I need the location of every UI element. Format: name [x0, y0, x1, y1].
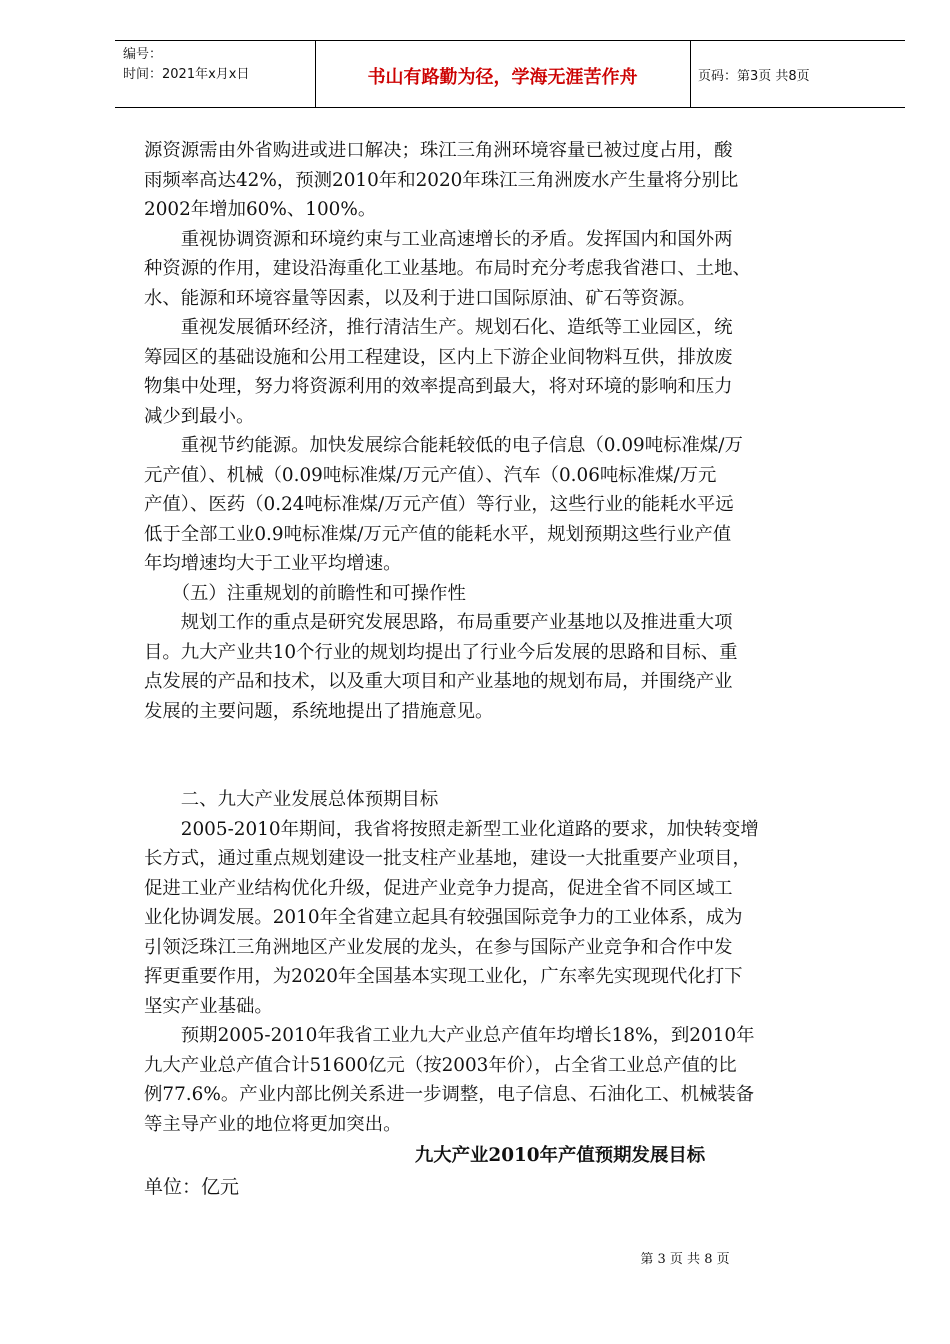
page-footer: 第 3 页 共 8 页: [640, 1252, 730, 1267]
table-unit: 单位：亿元: [144, 1176, 240, 1198]
section-heading: 二、九大产业发展总体预期目标: [144, 789, 439, 810]
body-line: 重视协调资源和环境约束与工业高速增长的矛盾。发挥国内和国外两: [144, 228, 733, 250]
header-page-cell: [690, 41, 905, 107]
body-line: 坚实产业基础。: [144, 995, 273, 1017]
body-line: 雨频率高达42%，预测2010年和2020年珠江三角洲废水产生量将分别比: [144, 169, 739, 191]
header-motto: 书山有路勤为径，学海无涯苦作舟: [367, 67, 638, 88]
body-line: 目。九大产业共10个行业的规划均提出了行业今后发展的思路和目标、重: [144, 641, 738, 663]
body-line: 引领泛珠江三角洲地区产业发展的龙头，在参与国际产业竞争和合作中发: [144, 936, 733, 958]
body-line: 源资源需由外省购进或进口解决；珠江三角洲环境容量已被过度占用，酸: [144, 140, 733, 161]
body-line: 水、能源和环境容量等因素，以及利于进口国际原油、矿石等资源。: [144, 287, 696, 309]
body-line: 重视发展循环经济，推行清洁生产。规划石化、造纸等工业园区，统: [144, 317, 733, 338]
serial-label: 编号：: [123, 47, 163, 62]
body-line: 重视节约能源。加快发展综合能耗较低的电子信息（0.09吨标准煤/万: [144, 435, 743, 456]
body-line: 预期2005-2010年我省工业九大产业总产值年均增长18%，到2010年: [144, 1025, 755, 1046]
body-line: 长方式，通过重点规划建设一批支柱产业基地，建设一大批重要产业项目，: [144, 848, 751, 869]
body-line: 九大产业总产值合计51600亿元（按2003年价），占全省工业总产值的比: [144, 1054, 737, 1076]
header-motto-cell: [315, 41, 691, 107]
body-line: 业化协调发展。2010年全省建立起具有较强国际竞争力的工业体系，成为: [144, 907, 743, 928]
body-line: 产值）、医药（0.24吨标准煤/万元产值）等行业，这些行业的能耗水平远: [144, 494, 734, 515]
header-meta: [115, 41, 316, 107]
time-label: 时间：2021年x月x日: [123, 67, 250, 82]
body-line: 规划工作的重点是研究发展思路，布局重要产业基地以及推进重大项: [144, 612, 733, 633]
body-line: 年均增速均大于工业平均增速。: [144, 553, 402, 574]
body-line: 挥更重要作用，为2020年全国基本实现工业化，广东率先实现现代化打下: [144, 966, 743, 987]
body-line: 低于全部工业0.9吨标准煤/万元产值的能耗水平，规划预期这些行业产值: [144, 523, 732, 545]
subsection-heading: （五）注重规划的前瞻性和可操作性: [144, 582, 466, 604]
body-line: 2002年增加60%、100%。: [144, 199, 377, 220]
body-line: 物集中处理，努力将资源利用的效率提高到最大，将对环境的影响和压力: [144, 376, 733, 397]
body-line: 促进工业产业结构优化升级，促进产业竞争力提高，促进全省不同区域工: [144, 877, 733, 899]
body-line: 例77.6%。产业内部比例关系进一步调整，电子信息、石油化工、机械装备: [144, 1084, 755, 1105]
body-line: 点发展的产品和技术，以及重大项目和产业基地的规划布局，并围绕产业: [144, 671, 733, 692]
body-line: 元产值）、机械（0.09吨标准煤/万元产值）、汽车（0.06吨标准煤/万元: [144, 464, 717, 486]
page-header: [115, 40, 905, 108]
section-gap: [144, 726, 884, 785]
header-page-number: 页码：第3页 共8页: [698, 69, 810, 84]
body-line: 筹园区的基础设施和公用工程建设，区内上下游企业间物料互供，排放废: [144, 346, 733, 368]
body-line: 发展的主要问题，系统地提出了措施意见。: [144, 700, 494, 722]
body-line: 种资源的作用，建设沿海重化工业基地。布局时充分考虑我省港口、土地、: [144, 258, 751, 279]
body-line: 2005-2010年期间，我省将按照走新型工业化道路的要求，加快转变增: [144, 818, 759, 840]
body-line: 减少到最小。: [144, 405, 255, 427]
document-body: [144, 136, 884, 1139]
table-title: 九大产业2010年产值预期发展目标: [414, 1145, 706, 1166]
body-line: 等主导产业的地位将更加突出。: [144, 1113, 402, 1135]
